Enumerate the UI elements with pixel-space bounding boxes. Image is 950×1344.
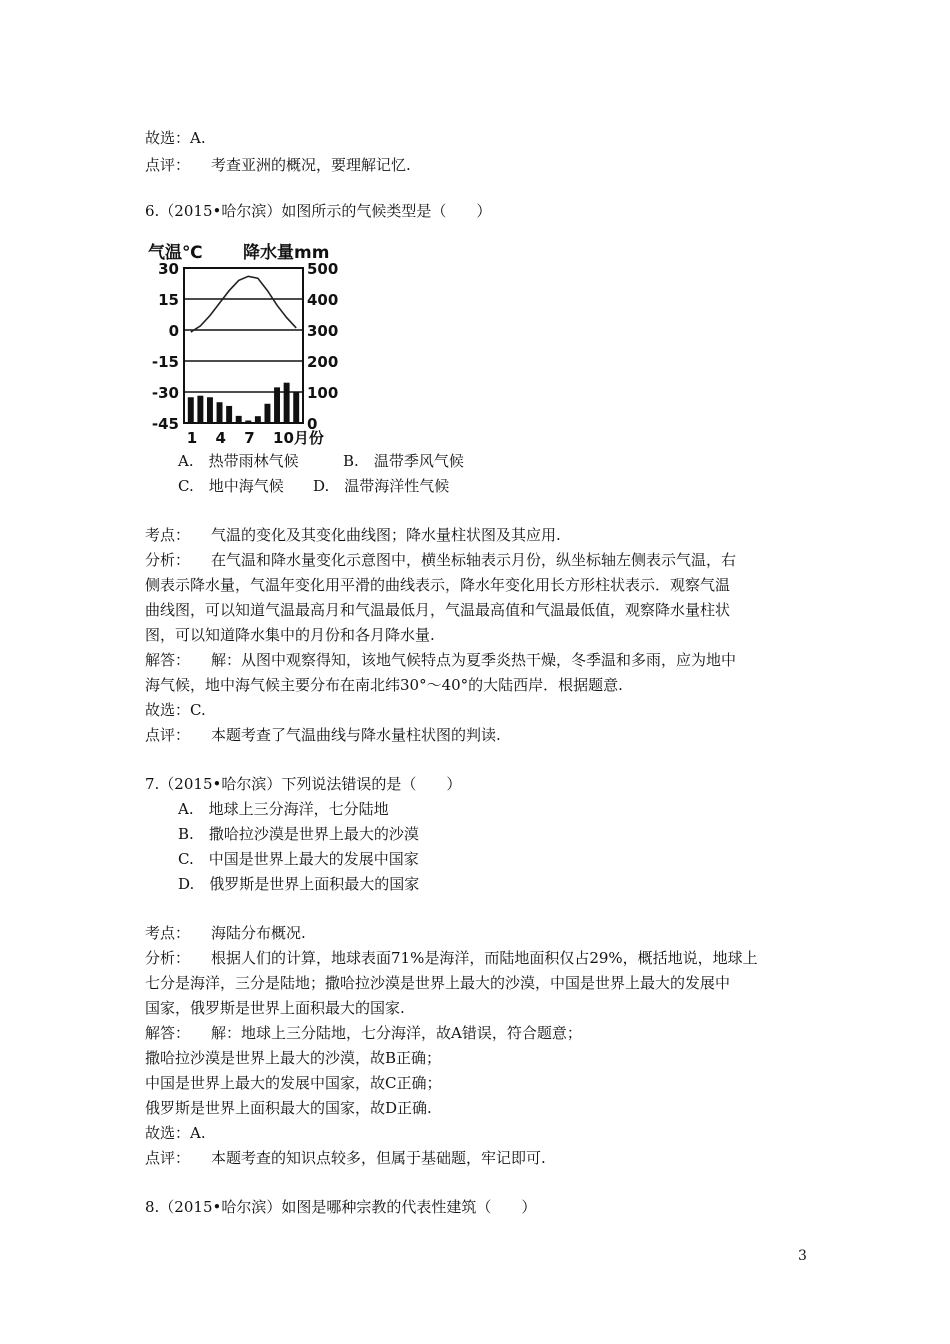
x-tick-label: 10月份 [273,429,324,447]
q7-option-d: D. 俄罗斯是世界上面积最大的国家 [178,875,420,893]
chart-right-axis-title: 降水量mm [243,243,330,263]
left-tick-label: 15 [158,291,179,309]
precipitation-bar [293,392,299,423]
q7-jieda-line-3: 中国是世界上最大的发展中国家，故C正确； [145,1074,442,1092]
left-tick-label: 30 [158,260,179,278]
q5-comment [145,155,411,177]
q7-fenxi-line-1: 分析： 根据人们的计算，地球表面71%是海洋，而陆地面积仅占29%，概括地说，地球上 [145,949,758,967]
q6-jieda-line-2: 海气候，地中海气候主要分布在南北纬30°～40°的大陆西岸．根据题意. [145,676,623,694]
climate-chart [148,236,348,448]
q6-answer: 故选：C. [145,701,206,719]
q7-jieda-line-2: 撒哈拉沙漠是世界上最大的沙漠，故B正确； [145,1049,442,1067]
q6-options-row-2 [178,476,449,498]
right-tick-label: 400 [307,291,339,309]
x-tick-label: 7 [244,429,255,447]
q7-fenxi-line-2: 七分是海洋，三分是陆地；撒哈拉沙漠是世界上最大的沙漠，中国是世界上最大的发展中 [145,974,731,992]
q6-kaodian: 考点： 气温的变化及其变化曲线图；降水量柱状图及其应用. [145,526,561,544]
q6-fenxi-line-3: 曲线图，可以知道气温最高月和气温最低月，气温最高值和气温最低值，观察降水量柱状 [145,601,731,619]
q6-jieda-line-1: 解答： 解：从图中观察得知，该地气候特点为夏季炎热干燥，冬季温和多雨，应为地中 [145,651,737,669]
q7-jieda-line-4: 俄罗斯是世界上面积最大的国家，故D正确. [145,1099,432,1117]
q7-fenxi-line-3: 国家，俄罗斯是世界上面积最大的国家. [145,999,405,1017]
q5-answer: 故选：A. [145,129,206,147]
precipitation-bar [188,397,194,423]
right-tick-label: 0 [307,415,318,433]
q7-answer: 故选：A. [145,1124,206,1142]
x-tick-label: 4 [215,429,226,447]
q7-option-c: C. 中国是世界上最大的发展中国家 [178,850,419,868]
right-tick-label: 200 [307,353,339,371]
precipitation-bar [255,416,261,423]
precipitation-bar [207,397,213,423]
precipitation-bar [236,416,242,423]
q6-option-d: D. 温带海洋性气候 [313,477,450,495]
q7-stem: 7.（2015•哈尔滨）下列说法错误的是（ ） [145,775,462,793]
precipitation-bar [197,396,203,423]
left-tick-label: 0 [168,322,179,340]
chart-right-tick-labels [307,260,338,433]
right-tick-label: 100 [307,384,339,402]
left-tick-label: -30 [151,384,179,402]
q7-jieda-line-1: 解答： 解：地球上三分陆地，七分海洋，故A错误，符合题意； [145,1024,582,1042]
left-tick-label: -15 [151,353,179,371]
q7-option-a: A. 地球上三分海洋，七分陆地 [178,800,389,818]
precipitation-bar [226,406,232,423]
precipitation-bar [217,402,223,423]
q6-options-row-1 [178,451,464,473]
q6-fenxi-line-1: 分析： 在气温和降水量变化示意图中，横坐标轴表示月份，纵坐标轴左侧表示气温，右 [145,551,737,569]
q6-fenxi-line-2: 侧表示降水量，气温年变化用平滑的曲线表示，降水年变化用长方形柱状表示．观察气温 [145,576,731,594]
left-tick-label: -45 [151,415,179,433]
q6-option-a: A. 热带雨林气候 [178,452,299,470]
q6-fenxi-line-4: 图，可以知道降水集中的月份和各月降水量. [145,626,435,644]
q7-comment: 点评： 本题考查的知识点较多，但属于基础题，牢记即可. [145,1149,546,1167]
right-tick-label: 300 [307,322,339,340]
chart-left-axis-title: 气温℃ [148,243,203,263]
q8-stem: 8.（2015•哈尔滨）如图是哪种宗教的代表性建筑（ ） [145,1198,537,1216]
q7-option-b: B. 撒哈拉沙漠是世界上最大的沙漠 [178,825,419,843]
precipitation-bar [274,387,280,423]
x-tick-label: 1 [186,429,198,447]
precipitation-bar [245,421,251,423]
precipitation-bar [264,404,270,423]
q6-stem: 6.（2015•哈尔滨）如图所示的气候类型是（ ） [145,202,492,220]
comment-label: 点评： [145,156,191,174]
page-number: 3 [798,1248,807,1264]
chart-gridlines [184,299,303,392]
precipitation-bar [284,383,290,423]
right-tick-label: 500 [307,260,339,278]
q7-kaodian: 考点： 海陆分布概况. [145,924,306,942]
q6-comment: 点评： 本题考查了气温曲线与降水量柱状图的判读. [145,726,501,744]
chart-x-tick-labels [187,429,324,447]
chart-precipitation-bars [188,383,299,423]
chart-temperature-line [191,276,296,332]
q6-option-b: B. 温带季风气候 [343,452,464,470]
comment-text: 考查亚洲的概况，要理解记忆. [211,156,411,174]
q6-option-c: C. 地中海气候 [178,477,284,495]
chart-left-tick-labels [152,260,179,433]
